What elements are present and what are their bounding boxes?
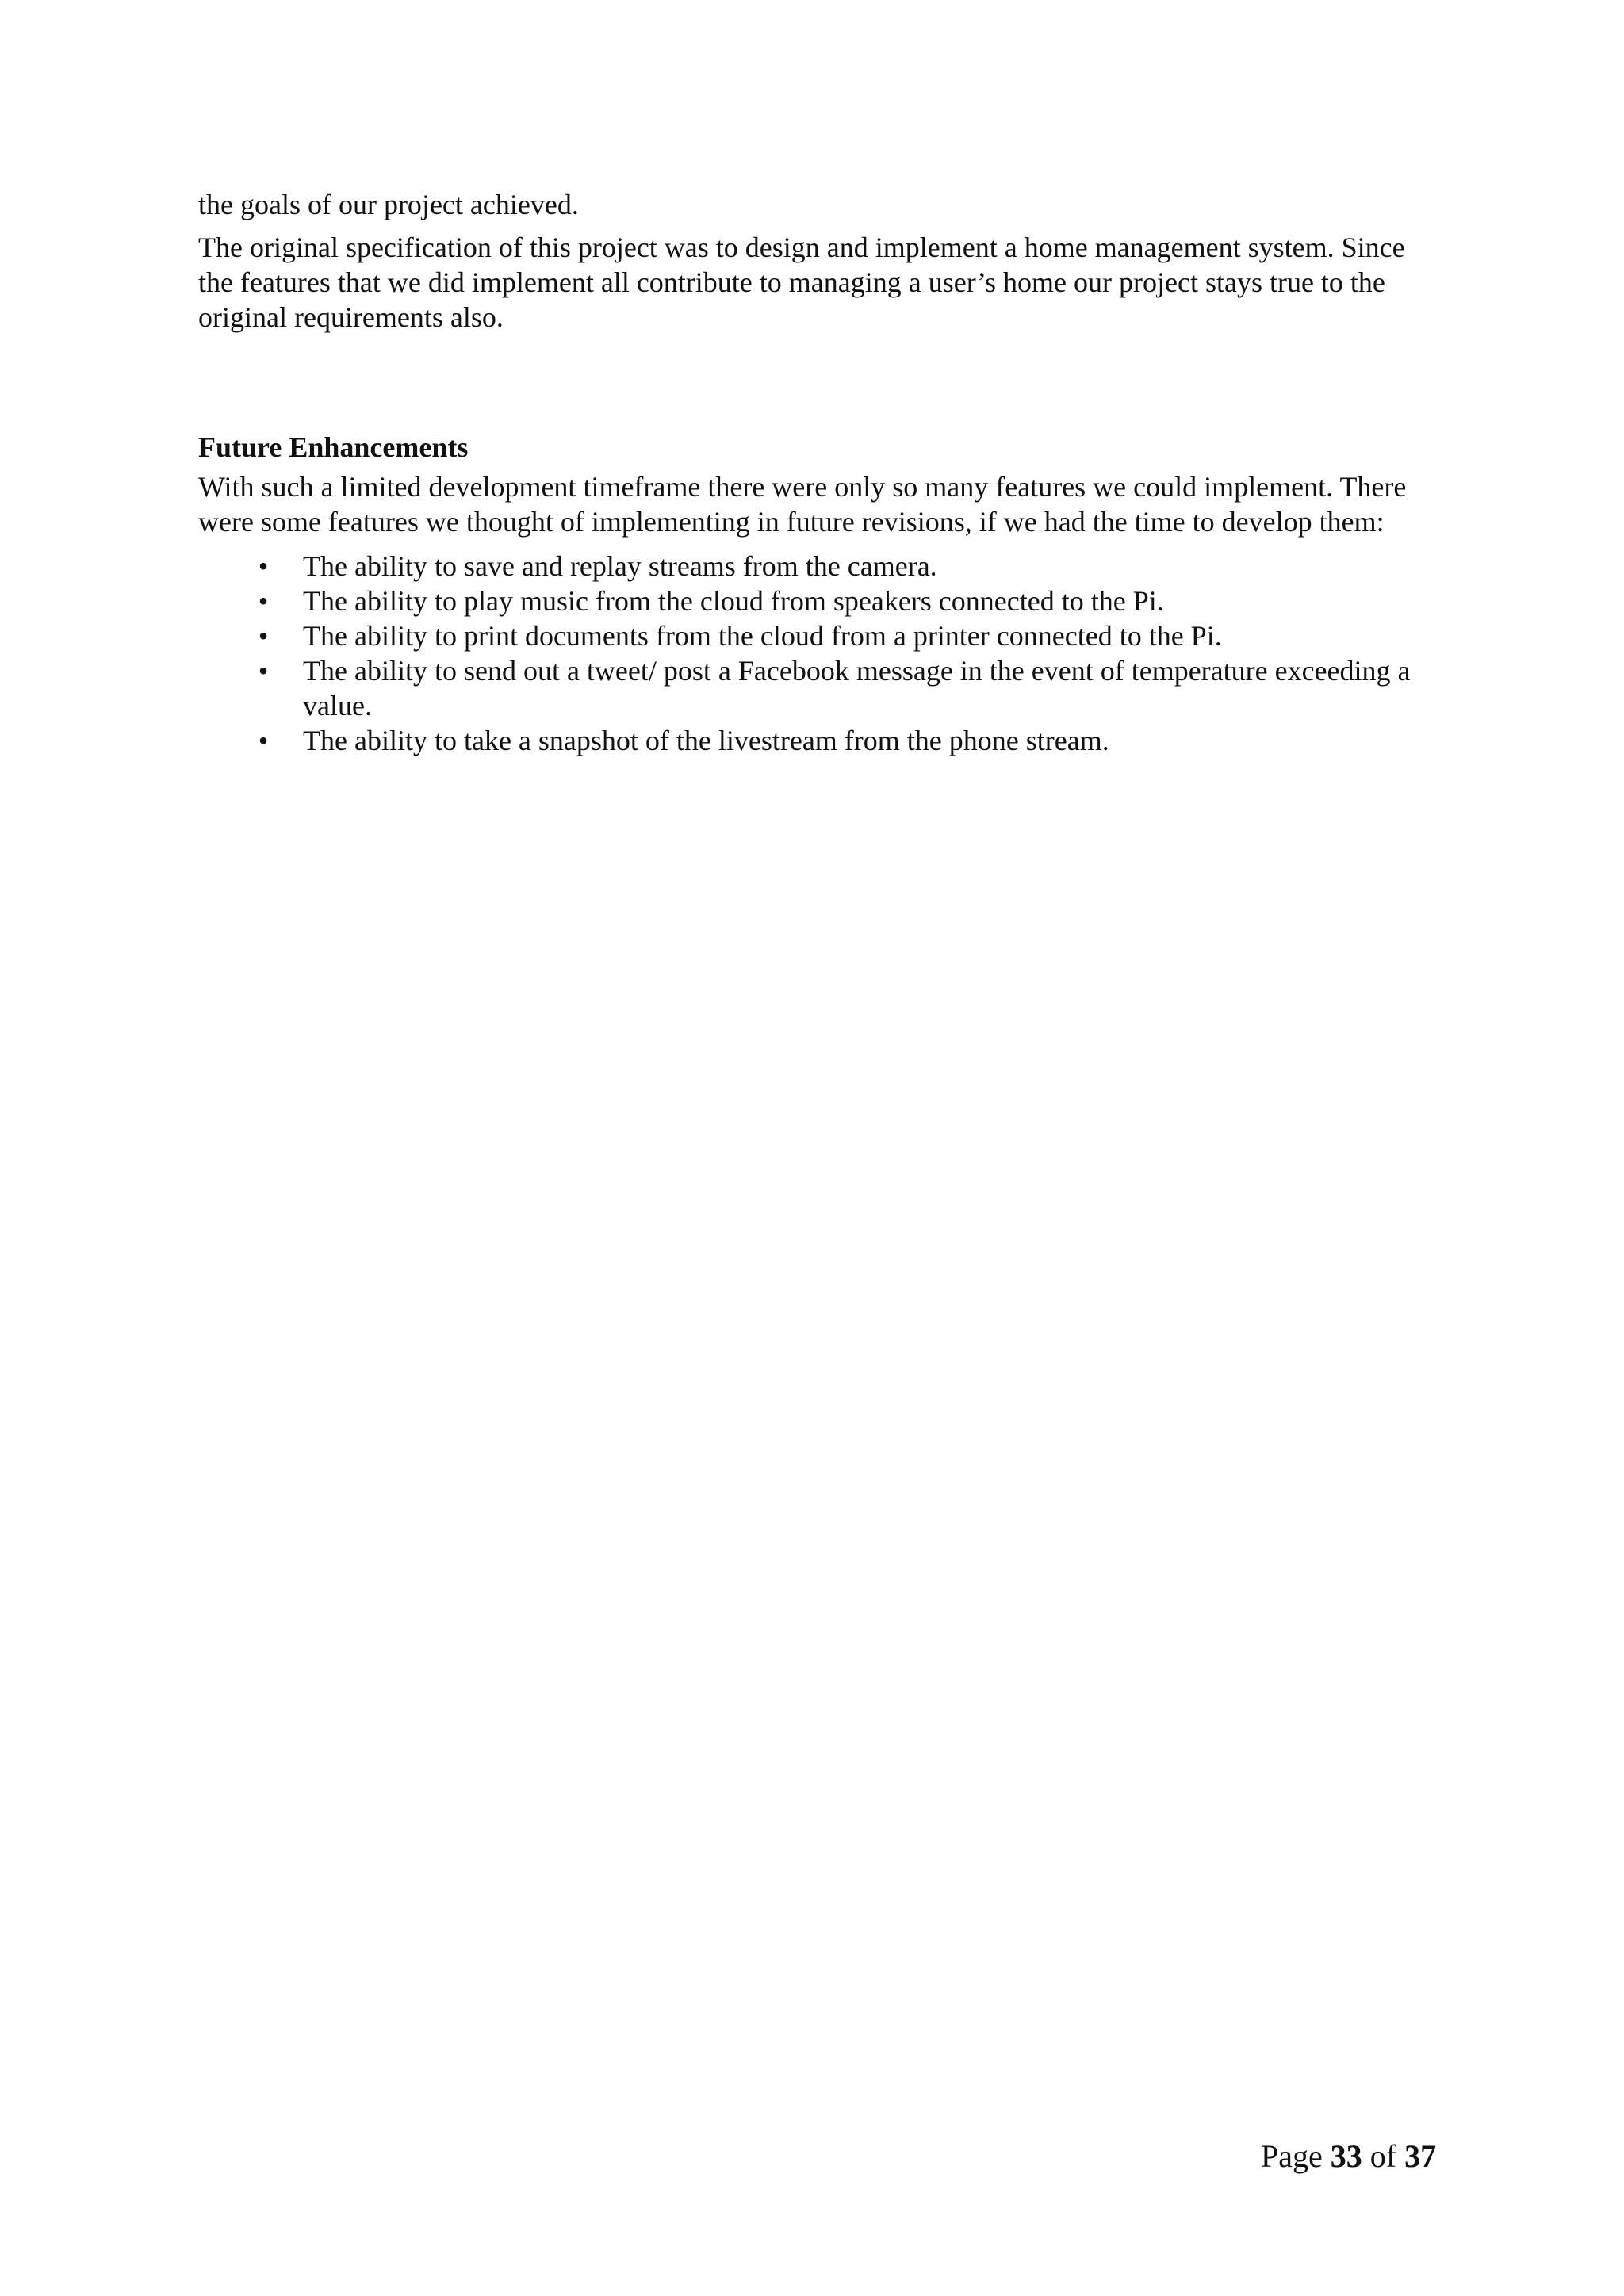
- page-content: [198, 187, 1435, 758]
- current-page-number: 33: [1330, 2138, 1362, 2174]
- bullet-icon: •: [258, 550, 269, 582]
- section-heading-future-enhancements: Future Enhancements: [198, 431, 469, 463]
- list-item-text: The ability to send out a tweet/ post a Facebook message in the event of temperature exceeding a value.: [303, 655, 1411, 721]
- section-intro-paragraph: With such a limited development timeframe there were only so many features we could implement. There were some features we thought of implementing in future revisions, if we had the time to develop them:: [198, 471, 1407, 538]
- list-item: [198, 723, 1435, 758]
- list-item: [198, 653, 1435, 723]
- list-item-text: The ability to print documents from the cloud from a printer connected to the Pi.: [303, 620, 1222, 652]
- enhancements-list: [198, 549, 1435, 758]
- list-item: [198, 549, 1435, 584]
- paragraph-goals: the goals of our project achieved.: [198, 189, 579, 220]
- bullet-icon: •: [258, 655, 269, 687]
- list-item-text: The ability to play music from the cloud from speakers connected to the Pi.: [303, 585, 1164, 617]
- bullet-icon: •: [258, 585, 269, 617]
- page-label: Page: [1261, 2138, 1323, 2174]
- bullet-icon: •: [258, 725, 269, 756]
- list-item-text: The ability to save and replay streams from the camera.: [303, 550, 937, 582]
- of-label: of: [1369, 2138, 1397, 2174]
- paragraph-specification: The original specification of this project was to design and implement a home management system. Since the features that we did implement all contribute to managing a user’s home our project stays true to the original requirements also.: [198, 232, 1405, 333]
- bullet-icon: •: [258, 620, 269, 652]
- total-pages-number: 37: [1404, 2138, 1437, 2174]
- page-number-footer: [1261, 2137, 1436, 2175]
- list-item: [198, 584, 1435, 618]
- list-item-text: The ability to take a snapshot of the livestream from the phone stream.: [303, 725, 1109, 756]
- list-item: [198, 618, 1435, 653]
